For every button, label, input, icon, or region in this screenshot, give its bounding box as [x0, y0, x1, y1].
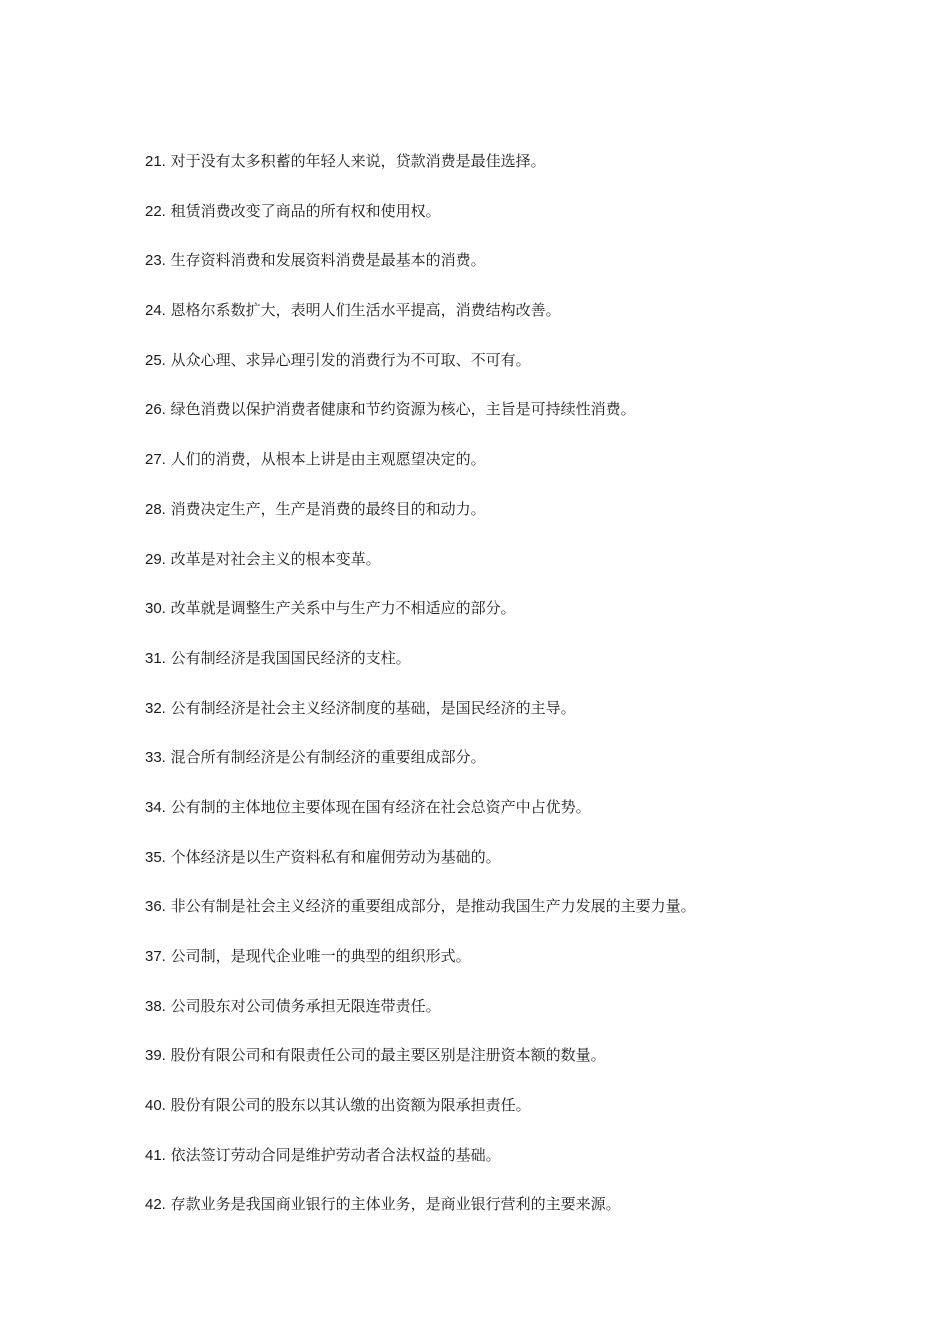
item-number: 22.: [145, 202, 166, 220]
item-number: 21.: [145, 153, 166, 170]
list-item: [145, 647, 925, 697]
item-number: 30.: [145, 600, 166, 618]
item-text: 消费决定生产，生产是消费的最终目的和动力。: [170, 499, 486, 518]
list-item: [145, 895, 925, 945]
item-number: 23.: [145, 252, 166, 270]
item-number: 42.: [145, 1196, 166, 1214]
item-text: 生存资料消费和发展资料消费是最基本的消费。: [170, 251, 486, 270]
item-text: 存款业务是我国商业银行的主体业务，是商业银行营利的主要来源。: [170, 1195, 621, 1214]
item-text: 对于没有太多积蓄的年轻人来说，贷款消费是最佳选择。: [170, 152, 546, 170]
item-number: 26.: [145, 401, 166, 419]
item-number: 25.: [145, 351, 166, 369]
list-item: [145, 200, 925, 250]
list-item: [145, 846, 925, 896]
list-item: [145, 746, 925, 796]
item-number: 41.: [145, 1146, 166, 1164]
item-text: 公司股东对公司债务承担无限连带责任。: [170, 996, 441, 1015]
item-number: 35.: [145, 848, 166, 866]
item-text: 依法签订劳动合同是维护劳动者合法权益的基础。: [170, 1145, 501, 1164]
list-item: [145, 548, 925, 598]
list-item: [145, 1094, 925, 1144]
item-text: 公有制的主体地位主要体现在国有经济在社会总资产中占优势。: [170, 797, 591, 816]
item-text: 改革就是调整生产关系中与生产力不相适应的部分。: [170, 599, 516, 618]
item-number: 29.: [145, 550, 166, 568]
item-text: 混合所有制经济是公有制经济的重要组成部分。: [170, 748, 486, 767]
item-number: 31.: [145, 649, 166, 667]
item-number: 34.: [145, 798, 166, 816]
item-number: 28.: [145, 500, 166, 518]
list-item: [145, 1044, 925, 1094]
item-text: 非公有制是社会主义经济的重要组成部分，是推动我国生产力发展的主要力量。: [170, 897, 696, 916]
item-number: 32.: [145, 699, 166, 717]
list-item: [145, 1144, 925, 1194]
item-number: 27.: [145, 451, 166, 469]
item-text: 改革是对社会主义的根本变革。: [170, 549, 381, 568]
item-text: 股份有限公司的股东以其认缴的出资额为限承担责任。: [170, 1096, 531, 1115]
item-text: 租赁消费改变了商品的所有权和使用权。: [170, 201, 441, 220]
item-text: 股份有限公司和有限责任公司的最主要区别是注册资本额的数量。: [170, 1046, 606, 1065]
item-number: 24.: [145, 302, 166, 320]
item-text: 人们的消费，从根本上讲是由主观愿望决定的。: [170, 450, 486, 469]
item-text: 公有制经济是社会主义经济制度的基础，是国民经济的主导。: [170, 698, 576, 717]
list-item: [145, 398, 925, 448]
list-item: [145, 597, 925, 647]
item-number: 37.: [145, 948, 166, 965]
list-item: [145, 796, 925, 846]
list-item: [145, 150, 925, 200]
item-text: 个体经济是以生产资料私有和雇佣劳动为基础的。: [170, 847, 501, 866]
list-item: [145, 1193, 925, 1243]
list-item: [145, 498, 925, 548]
list-item: [145, 945, 925, 995]
item-text: 绿色消费以保护消费者健康和节约资源为核心，主旨是可持续性消费。: [170, 400, 636, 419]
item-number: 33.: [145, 749, 166, 767]
item-number: 39.: [145, 1047, 166, 1065]
list-item: [145, 349, 925, 399]
item-text: 恩格尔系数扩大，表明人们生活水平提高，消费结构改善。: [170, 301, 561, 320]
item-number: 40.: [145, 1097, 166, 1115]
list-item: [145, 448, 925, 498]
list-item: [145, 995, 925, 1045]
statement-list: [145, 150, 925, 1243]
item-text: 从众心理、求异心理引发的消费行为不可取、不可有。: [170, 350, 531, 369]
list-item: [145, 697, 925, 747]
item-text: 公司制，是现代企业唯一的典型的组织形式。: [170, 947, 471, 965]
item-text: 公有制经济是我国国民经济的支柱。: [170, 648, 411, 667]
item-number: 36.: [145, 898, 166, 916]
list-item: [145, 299, 925, 349]
item-number: 38.: [145, 997, 166, 1015]
list-item: [145, 249, 925, 299]
